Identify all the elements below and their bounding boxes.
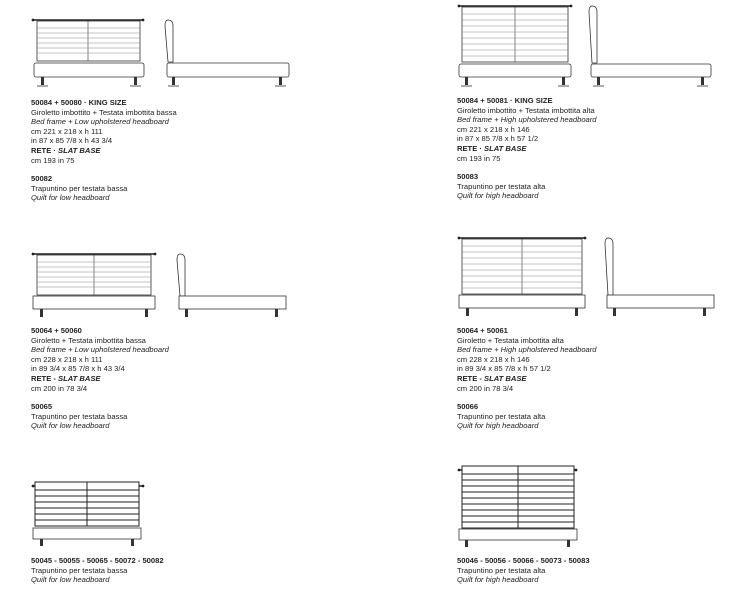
slat-base-label: RETE · SLAT BASE: [31, 145, 101, 155]
bed-front-view-drawing: [457, 4, 577, 88]
bed-front-view-drawing: [457, 234, 592, 318]
product-title: 50084 + 50080 · KING SIZE: [31, 98, 127, 107]
quilt-italian: Trapuntino per testata bassa: [31, 183, 128, 193]
product-drawings: [457, 4, 744, 90]
quilt-code: 50082: [31, 174, 53, 184]
description-italian: Giroletto imbottito + Testata imbottita alta: [457, 105, 595, 115]
bed-side-view-drawing: [177, 250, 292, 320]
product-drawings: [457, 234, 744, 320]
quilt-front-view-drawing: [457, 464, 582, 550]
bed-side-view-drawing: [605, 234, 720, 318]
product-title: 50064 + 50061: [457, 326, 508, 335]
product-entry-50064-50061: [457, 234, 744, 431]
product-entry-quilt-low: [31, 480, 331, 585]
slat-base-dimensions: cm 193 in 75: [457, 153, 501, 163]
description-italian: Giroletto + Testata imbottita bassa: [31, 335, 146, 345]
quilt-english: Quilt for low headboard: [31, 193, 110, 203]
product-entry-50064-50060: [31, 250, 331, 431]
description-italian: Giroletto + Testata imbottita alta: [457, 335, 564, 345]
quilt-english: Quilt for low headboard: [31, 421, 110, 431]
slat-base-dimensions: cm 200 in 78 3/4: [31, 383, 88, 393]
product-entry-quilt-high: [457, 464, 744, 585]
dimensions-in: in 87 x 85 7/8 x h 43 3/4: [31, 136, 113, 146]
quilt-italian: Trapuntino per testata alta: [457, 411, 546, 421]
product-title: 50084 + 50081 · KING SIZE: [457, 96, 553, 105]
quilt-code: 50065: [31, 402, 53, 412]
quilt-english: Quilt for high headboard: [457, 191, 539, 201]
dimensions-in: in 89 3/4 x 85 7/8 x h 57 1/2: [457, 364, 551, 374]
dimensions-cm: cm 228 x 218 x h 111: [31, 354, 103, 364]
bed-side-view-drawing: [165, 18, 295, 88]
quilt-english: Quilt for high headboard: [457, 575, 539, 585]
quilt-front-view-drawing: [31, 480, 151, 550]
description-english: Bed frame + High upholstered headboard: [457, 115, 597, 125]
dimensions-cm: cm 221 x 218 x h 111: [31, 126, 103, 136]
slat-base-label: RETE · SLAT BASE: [457, 143, 527, 153]
dimensions-cm: cm 221 x 218 x h 146: [457, 124, 530, 134]
product-title: 50045 - 50055 - 50065 - 50072 - 50082: [31, 556, 164, 565]
product-entry-50084-50080: [31, 18, 331, 203]
description-english: Bed frame + High upholstered headboard: [457, 345, 597, 355]
slat-base-dimensions: cm 200 in 78 3/4: [457, 383, 514, 393]
product-entry-50084-50081: [457, 4, 744, 201]
description-italian: Giroletto imbottito + Testata imbottita bassa: [31, 107, 177, 117]
product-drawings: [457, 464, 744, 550]
quilt-italian: Trapuntino per testata alta: [457, 565, 546, 575]
slat-base-label: RETE - SLAT BASE: [31, 373, 101, 383]
quilt-code: 50066: [457, 402, 479, 412]
quilt-english: Quilt for high headboard: [457, 421, 539, 431]
product-title: 50064 + 50060: [31, 326, 82, 335]
slat-base-dimensions: cm 193 in 75: [31, 155, 75, 165]
description-english: Bed frame + Low upholstered headboard: [31, 117, 169, 127]
dimensions-in: in 87 x 85 7/8 x h 57 1/2: [457, 134, 539, 144]
quilt-italian: Trapuntino per testata bassa: [31, 565, 128, 575]
bed-front-view-drawing: [31, 18, 151, 88]
product-drawings: [31, 480, 331, 550]
bed-side-view-drawing: [589, 4, 719, 88]
product-drawings: [31, 250, 331, 320]
bed-front-view-drawing: [31, 250, 161, 320]
product-drawings: [31, 18, 331, 90]
description-english: Bed frame + Low upholstered headboard: [31, 345, 169, 355]
dimensions-in: in 89 3/4 x 85 7/8 x h 43 3/4: [31, 364, 125, 374]
quilt-code: 50083: [457, 172, 479, 182]
slat-base-label: RETE - SLAT BASE: [457, 373, 527, 383]
quilt-italian: Trapuntino per testata bassa: [31, 411, 128, 421]
quilt-english: Quilt for low headboard: [31, 575, 110, 585]
quilt-italian: Trapuntino per testata alta: [457, 181, 546, 191]
dimensions-cm: cm 228 x 218 x h 146: [457, 354, 530, 364]
product-title: 50046 - 50056 - 50066 - 50073 - 50083: [457, 556, 590, 565]
